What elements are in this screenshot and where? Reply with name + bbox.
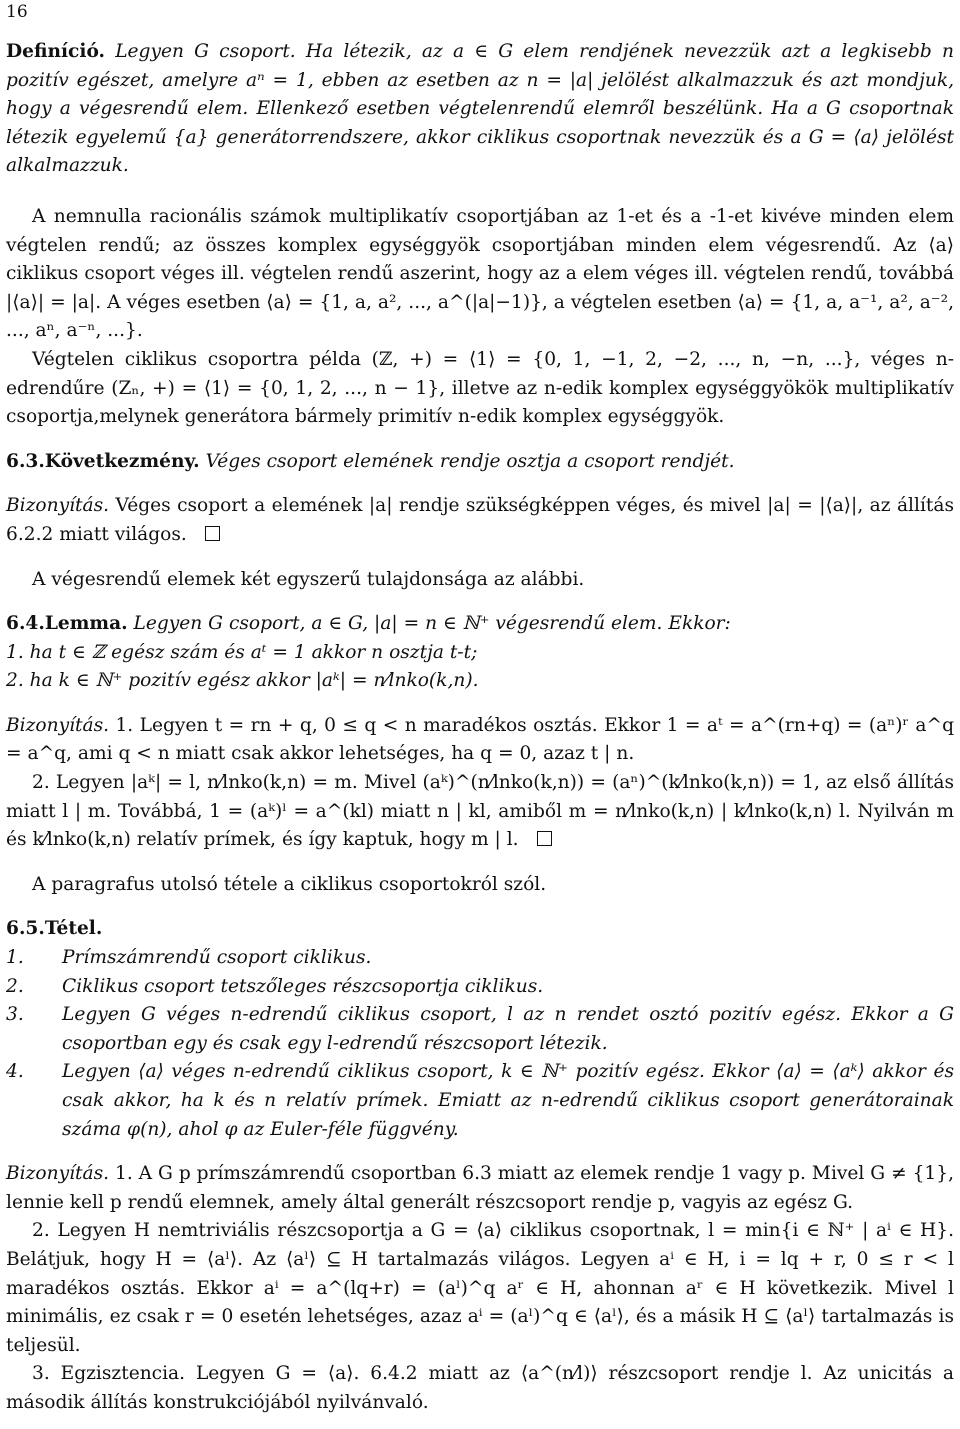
corollary-proof-text: Véges csoport a elemének |a| rendje szükségképpen véges, és mivel |a| = |⟨a⟩|, az állítás 6.2.2 miatt világos. xyxy=(6,495,954,545)
theorem-proof-text: 1. A G p prímszámrendű csoportban 6.3 miatt az elemek rendje 1 vagy p. Mivel G ≠ {1}, lennie kell p rendű elemnek, amely által generált részcsoport rendje p, vagyis az egész G. xyxy=(6,1163,954,1213)
paragraph-examples: A nemnulla racionális számok multiplikatív csoportjában az 1-et és a -1-et kivéve minden elem végtelen rendű; az összes komplex egységgyök csoportjában minden elem végesrendű. Az ⟨a⟩ ciklikus csoport véges ill. végtelen rendű aszerint, hogy az a elem véges ill. végtelen rendű, továbbá |⟨a⟩| = |a|. A véges esetben ⟨a⟩ = {1, a, a², ..., a^(|a|−1)}, a végtelen esetben ⟨a⟩ = {1, a, a⁻¹, a², a⁻², ..., aⁿ, a⁻ⁿ, ...}. xyxy=(6,205,954,342)
page-number: 16 xyxy=(6,2,28,22)
paragraph-last: A paragrafus utolsó tétele a ciklikus csoportokról szól. xyxy=(32,873,547,895)
qed-symbol xyxy=(537,831,552,846)
page-content xyxy=(6,38,954,1418)
theorem-item-text: Legyen ⟨a⟩ véges n-edrendű ciklikus csoport, k ∈ ℕ⁺ pozitív egész. Ekkor ⟨a⟩ = ⟨aᵏ⟩ akkor és csak akkor, ha k és n relatív prímek. Emiatt az n-edrendű ciklikus csoport generátorainak száma φ(n), ahol φ az Euler-féle függvény. xyxy=(62,1061,954,1140)
theorem-item xyxy=(6,944,954,973)
theorem-item xyxy=(6,973,954,1002)
lemma-item xyxy=(6,667,954,696)
theorem-item xyxy=(6,1058,954,1144)
corollary-label: 6.3.Következmény. xyxy=(6,450,200,472)
definition-label: Definíció. xyxy=(6,41,105,62)
paragraph-properties: A végesrendű elemek két egyszerű tulajdonsága az alábbi. xyxy=(32,568,585,590)
definition xyxy=(6,38,954,181)
theorem-proof-part2: 2. Legyen H nemtriviális részcsoportja a G = ⟨a⟩ ciklikus csoportnak, l = min{i ∈ ℕ⁺ | aⁱ ∈ H}. Belátjuk, hogy H = ⟨aˡ⟩. Az ⟨aˡ⟩ ⊆ H tartalmazás világos. Legyen aⁱ ∈ H, i = lq + r, 0 ≤ r < l maradékos osztás. Ekkor aⁱ = a^(lq+r) = (aˡ)^q aʳ ∈ H, ahonnan aʳ ∈ H következik. Mivel l minimális, ez csak r = 0 esetén lehetséges, azaz aⁱ = (aˡ)^q ∈ ⟨aˡ⟩, és a másik H ⊆ ⟨aˡ⟩ tartalmazás is teljesül. xyxy=(6,1220,954,1356)
theorem-item-text: Ciklikus csoport tetszőleges részcsoportja ciklikus. xyxy=(62,975,544,997)
theorem-item-text: Legyen G véges n-edrendű ciklikus csoport, l az n rendet osztó pozitív egész. Ekkor a G csoportban egy és csak egy l-edrendű részcsoport létezik. xyxy=(62,1004,954,1054)
lemma-item xyxy=(6,639,954,668)
corollary-proof-label: Bizonyítás. xyxy=(6,495,110,517)
lemma-proof-part1 xyxy=(6,712,954,769)
lemma-label: 6.4.Lemma. xyxy=(6,613,128,635)
definition-text: Legyen G csoport. Ha létezik, az a ∈ G elem rendjének nevezzük azt a legkisebb n pozitív egészet, amelyre aⁿ = 1, ebben az esetben az n = |a| jelölést alkalmazzuk és azt mondjuk, hogy a végesrendű elem. Ellenkező esetben végtelenrendű elemről beszélünk. Ha a G csoportnak létezik egyelemű {a} generátorrendszere, akkor ciklikus csoportnak nevezzük és a G = ⟨a⟩ jelölést alkalmazzuk. xyxy=(6,41,954,177)
corollary-proof xyxy=(6,492,954,549)
lemma-item-text: ha t ∈ ℤ egész szám és aᵗ = 1 akkor n osztja t-t; xyxy=(29,641,478,663)
theorem-item-number: 1. xyxy=(6,947,24,969)
corollary-text: Véges csoport elemének rendje osztja a csoport rendjét. xyxy=(205,450,735,472)
theorem-item xyxy=(6,1001,954,1058)
lemma-item-text: ha k ∈ ℕ⁺ pozitív egész akkor |aᵏ| = n⁄lnko(k,n). xyxy=(29,670,479,692)
corollary xyxy=(6,448,954,477)
theorem-item-number: 3. xyxy=(6,1004,24,1026)
lemma-item-number: 2. xyxy=(6,670,24,692)
lemma-proof-text: 2. Legyen |aᵏ| = l, n⁄lnko(k,n) = m. Mivel (aᵏ)^(n⁄lnko(k,n)) = (aⁿ)^(k⁄lnko(k,n)) = 1, az első állítás miatt l | m. Továbbá, 1 = (aᵏ)ˡ = a^(kl) miatt n | kl, amiből m = n⁄lnko(k,n) | k⁄lnko(k,n) l. Nyilván m és k⁄lnko(k,n) relatív prímek, és így kaptuk, hogy m | l. xyxy=(6,772,954,851)
theorem-proof-part3: 3. Egzisztencia. Legyen G = ⟨a⟩. 6.4.2 miatt az ⟨a^(n⁄l)⟩ részcsoport rendje l. Az unicitás a második állítás konstrukciójából nyilvánvaló. xyxy=(6,1363,954,1413)
lemma xyxy=(6,610,954,639)
theorem-item-text: Prímszámrendű csoport ciklikus. xyxy=(62,947,372,969)
paragraph-cyclic-examples: Végtelen ciklikus csoportra példa (ℤ, +) = ⟨1⟩ = {0, 1, −1, 2, −2, ..., n, −n, ...}, véges n-edrendűre (Zₙ, +) = ⟨1⟩ = {0, 1, 2, ..., n − 1}, illetve az n-edik komplex egységgyökök multiplikatív csoportja,melynek generátora bármely primitív n-edik komplex egységgyök. xyxy=(6,348,954,428)
lemma-text: Legyen G csoport, a ∈ G, |a| = n ∈ ℕ⁺ végesrendű elem. Ekkor: xyxy=(133,613,731,635)
theorem-item-number: 2. xyxy=(6,975,24,997)
theorem-proof-part1 xyxy=(6,1160,954,1217)
theorem-proof-label: Bizonyítás. xyxy=(6,1163,110,1185)
lemma-item-number: 1. xyxy=(6,641,24,663)
theorem-item-number: 4. xyxy=(6,1061,24,1083)
lemma-proof-text: 1. Legyen t = rn + q, 0 ≤ q < n maradékos osztás. Ekkor 1 = aᵗ = a^(rn+q) = (aⁿ)ʳ a^q = a^q, ami q < n miatt csak akkor lehetséges, ha q = 0, azaz t | n. xyxy=(6,714,954,765)
lemma-proof-label: Bizonyítás. xyxy=(6,714,110,736)
theorem-label: 6.5.Tétel. xyxy=(6,918,103,940)
qed-symbol xyxy=(205,526,220,541)
lemma-proof-part2 xyxy=(6,769,954,855)
